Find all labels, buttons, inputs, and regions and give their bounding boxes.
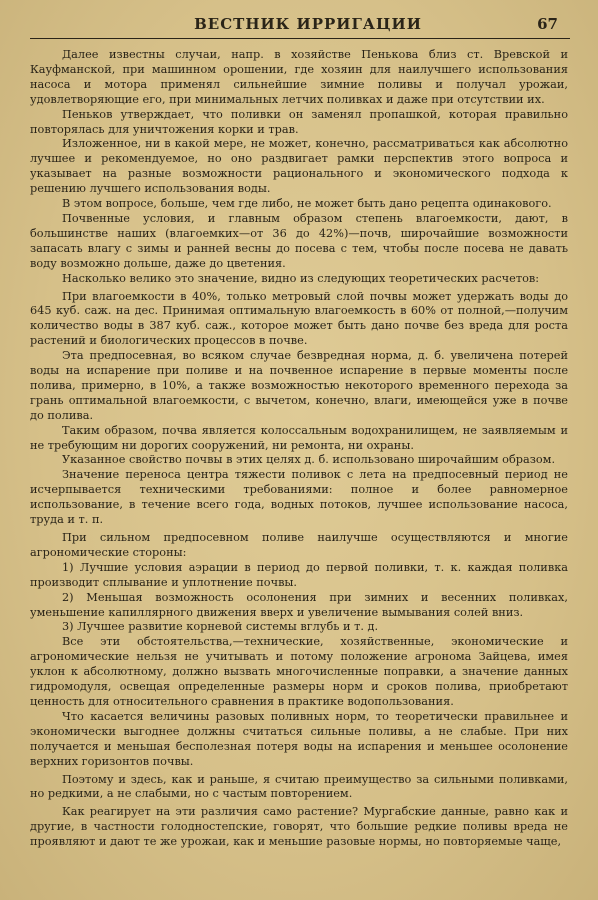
paragraph: Насколько велико это значение, видно из следующих теоретических расчетов: <box>62 271 540 285</box>
paragraph: Как реагирует на эти различия само растение? Мургабские данные, равно как и другие, в частности голодностепские, говорят, что большие редкие поливы вреда не проявляют и дают те же урожаи, как и меньшие разовые нормы, но повторяемые чаще, <box>30 805 568 849</box>
paragraph: Указанное свойство почвы в этих целях д. б. использовано широчайшим образом. <box>62 453 556 467</box>
list-item: 1) Лучшие условия аэрации в период до первой поливки, т. к. каждая поливка производит сплывание и уплотнение почвы. <box>30 560 568 589</box>
list-item: 3) Лучшее развитие корневой системы вглубь и т. д. <box>62 620 379 634</box>
running-header <box>48 14 568 36</box>
paragraph: Изложенное, ни в какой мере, не может, конечно, рассматриваться как абсолютно лучшее и рекомендуемое, но оно раздвигает рамки перспектив этого вопроса и указывает на разные возможности рационального и экономического подхода к решению лучшего использования воды. <box>30 137 568 196</box>
paragraph: При сильном предпосевном поливе наилучше осуществляются и многие агрономические стороны: <box>30 531 568 559</box>
paragraph: Таким образом, почва является колоссальным водохранилищем, не заявляемым и не требующим ни дорогих сооружений, ни ремонта, ни охраны. <box>30 423 568 452</box>
list-item: 2) Меньшая возможность осолонения при зимних и весенних поливках, уменьшение капиллярного движения вверх и увеличение вымывания солей вниз. <box>30 590 568 619</box>
article-body <box>30 48 568 850</box>
paragraph: Значение переноса центра тяжести поливок с лета на предпосевный период не исчерпывается техническими требованиями: полное и более равномерное использование, в течение всего года, водных потоков, лучшее использование насоса, труда и т. п. <box>30 468 568 527</box>
paragraph: Что касается величины разовых поливных норм, то теоретически правильнее и экономически выгоднее должны считаться сильные поливы, а не слабые. При них получается и меньшая бесполезная потеря воды на испарения и меньшее осолонение верхних горизонтов почвы. <box>30 709 568 768</box>
paragraph: В этом вопросе, больше, чем где либо, не может быть дано рецепта одинакового. <box>62 197 552 211</box>
page-number: 67 <box>537 15 558 33</box>
journal-title: ВЕСТНИК ИРРИГАЦИИ <box>194 15 422 33</box>
paragraph: Далее известны случаи, напр. в хозяйстве Пенькова близ ст. Вревской и Кауфманской, при машинном орошении, где хозяин для наилучшего использования насоса и мотора применял сильнейшие зимние поливы и получал урожаи, удовлетворяющие его, при минимальных летчих поливках и даже при отсутствии их. <box>30 48 568 106</box>
paragraph: Все эти обстоятельства,—технические, хозяйственные, экономические и агрономические нельзя не учитывать и потому положение агронома Зайцева, имея уклон к абсолютному, должно вызвать многочисленные поправки, а значение данных гидромодуля, освещая определенные размеры норм и сроков полива, приобретают ценность для относительного сравнения в практике водопользования. <box>30 635 568 708</box>
header-rule <box>30 38 570 39</box>
paragraph: Пеньков утверждает, что поливки он заменял пропашкой, которая правильно повторялась для уничтожения корки и трав. <box>30 107 568 136</box>
paragraph: Эта предпосевная, во всяком случае безвредная норма, д. б. увеличена потерей воды на испарение при поливе и на почвенное испарение в первые моменты после полива, примерно, в 10%, а также возможностью некоторого временного перехода за грань оптимальной влагоемкости, с вычетом, конечно, влаги, имеющейся уже в почве до полива. <box>30 349 568 422</box>
paragraph: Почвенные условия, и главным образом степень влагоемкости, дают, в большинстве наших (влагоемких—от 36 до 42%)—почв, широчайшие возможности запасать влагу с зимы и ранней весны до посева с тем, чтобы после посева не давать воду возможно дольше, даже до цветения. <box>30 211 568 270</box>
paragraph: Поэтому и здесь, как и раньше, я считаю преимущество за сильными поливками, но редкими, а не слабыми, но с частым повторением. <box>30 772 568 801</box>
paragraph: При влагоемкости в 40%, только метровый слой почвы может удержать воды до 645 куб. саж. на дес. Принимая оптимальную влагоемкость в 60% от полной,—получим количество воды в 387 куб. саж., которое может быть дано почве без вреда для роста растений и биологических процессов в почве. <box>30 289 568 348</box>
